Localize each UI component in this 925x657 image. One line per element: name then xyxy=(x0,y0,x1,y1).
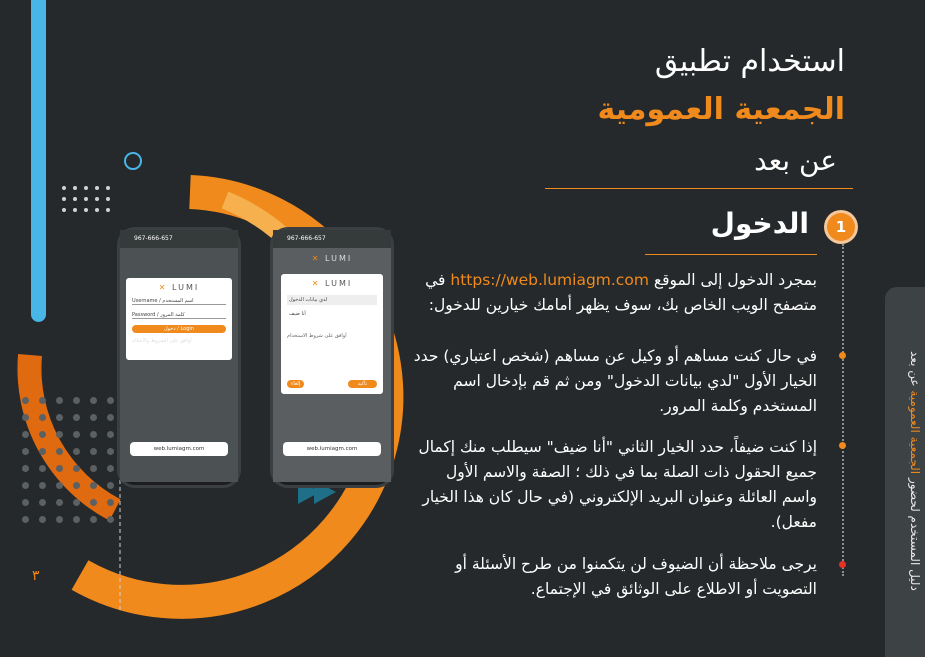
title-underline xyxy=(545,188,853,189)
section-number-badge: 1 xyxy=(827,213,855,241)
paragraph-shareholder: في حال كنت مساهم أو وكيل عن مساهم (شخص اعتباري) حدد الخيار الأول "لدي بيانات الدخول" ومن ثم قم بإدخال اسم المستخدم وكلمة المرور. xyxy=(413,347,817,415)
paragraph-guest: إذا كنت ضيفاً، حدد الخيار الثاني "أنا ضيف" سيطلب منك إكمال جميع الحقول ذات الصلة بما في ذلك ؛ الصفة والاسم الأول واسم العائلة وعنوان البريد الإلكتروني (في حال كان هذا الخيار مفعل). xyxy=(418,438,817,531)
dot-grid-bottom xyxy=(22,397,114,523)
side-tab-prefix: دليل المستخدم لحضور xyxy=(908,478,922,591)
password-field[interactable]: Password / كلمة المرور xyxy=(132,312,226,319)
lumi-logo: LUMI xyxy=(172,283,200,292)
intro-text: بمجرد الدخول إلى الموقع xyxy=(653,271,817,289)
title-line-2: الجمعية العمومية xyxy=(597,92,845,127)
confirm-button[interactable]: تأكيد xyxy=(348,380,377,388)
paragraph-note: يرجى ملاحظة أن الضيوف لن يتكمنوا من طرح الأسئلة أو التصويت أو الاطلاع على الوثائق في الإجتماع. xyxy=(455,555,817,598)
intro-rest: في متصفح الويب الخاص بك، سوف يظهر أمامك خيارين للدخول: xyxy=(425,271,817,314)
section-underline xyxy=(645,254,817,255)
timeline-line xyxy=(842,244,844,576)
bullet-2 xyxy=(839,442,846,449)
terms-checkbox[interactable]: أوافق على الشروط والأحكام xyxy=(132,338,192,344)
title-line-3: عن بعد xyxy=(754,144,837,177)
website-link[interactable]: https://web.lumiagm.com xyxy=(450,271,649,289)
phone-mockup-options: 967-666-657 ✕ LUMI ✕ LUMI لدي بيانات الدخول أنا ضيف أوافق على شروط الاستخدام إلغاء تأكيد web.lumiagm.com xyxy=(270,227,394,488)
option-have-credentials[interactable]: لدي بيانات الدخول xyxy=(287,295,377,305)
address-bar[interactable]: web.lumiagm.com xyxy=(283,442,381,456)
page-number: ٣ xyxy=(32,568,40,584)
username-field[interactable]: Username / اسم المستخدم xyxy=(132,298,226,305)
lumi-logo-back: LUMI xyxy=(325,254,353,263)
meeting-id: 967-666-657 xyxy=(287,235,326,242)
login-card: ✕ LUMI Username / اسم المستخدم Password / كلمة المرور دخول / Login أوافق على الشروط والأحكام xyxy=(126,278,232,360)
option-guest[interactable]: أنا ضيف xyxy=(289,311,306,317)
section-title: الدخول xyxy=(710,207,809,240)
lumi-logo: LUMI xyxy=(325,279,353,288)
meeting-id: 967-666-657 xyxy=(134,235,173,242)
phone-mockup-login xyxy=(117,227,241,488)
address-bar[interactable]: web.lumiagm.com xyxy=(130,442,228,456)
cancel-button[interactable]: إلغاء xyxy=(287,380,304,388)
paragraph-intro xyxy=(407,268,817,318)
login-button[interactable]: دخول / Login xyxy=(132,325,226,333)
side-tab-highlight: الجمعية العمومية xyxy=(908,390,922,475)
title-line-1: استخدام تطبيق xyxy=(654,44,845,79)
terms-text: أوافق على شروط الاستخدام xyxy=(287,333,347,339)
bullet-1 xyxy=(839,352,846,359)
circle-outline-icon xyxy=(124,152,142,170)
login-options-dialog: ✕ LUMI لدي بيانات الدخول أنا ضيف أوافق على شروط الاستخدام إلغاء تأكيد xyxy=(281,274,383,394)
side-tab-label xyxy=(886,296,922,646)
side-tab-suffix: عن بعد xyxy=(908,351,922,387)
bullet-3 xyxy=(839,561,846,568)
